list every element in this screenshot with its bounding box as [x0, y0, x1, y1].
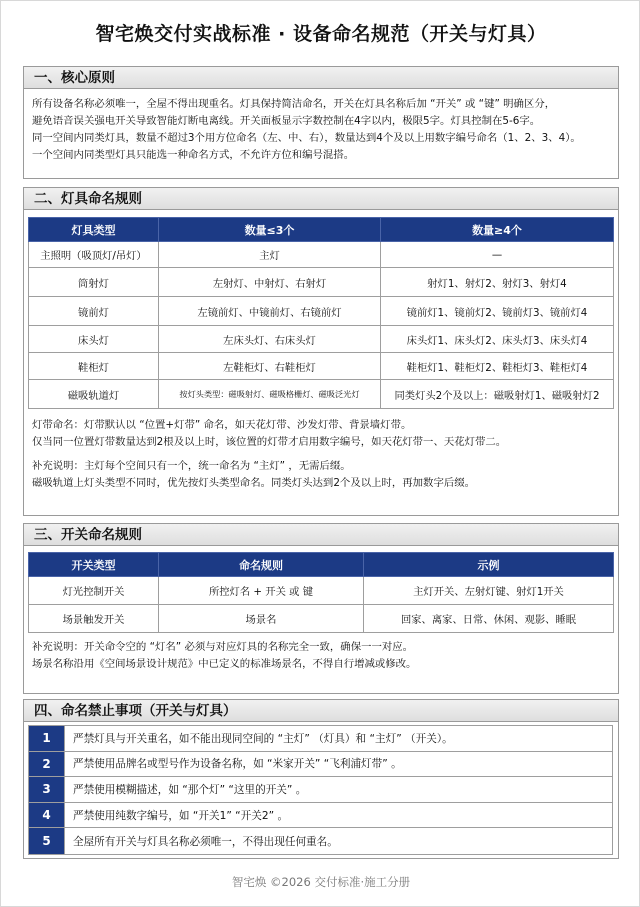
table-cell: 主照明（吸顶灯/吊灯）: [29, 242, 159, 268]
section-prohibitions: [23, 699, 619, 859]
section-heading: 二、灯具命名规则: [24, 188, 618, 210]
section-heading: 一、核心原则: [24, 67, 618, 89]
section-switch-naming: [23, 523, 619, 694]
table-cell: —: [381, 242, 614, 268]
item-number: 3: [29, 777, 65, 802]
principle-line: 同一空间内同类灯具，数量不超过3个用方位命名（左、中、右），数量达到4个及以上用数字编号命名（1、2、3、4）。: [32, 132, 581, 144]
table-cell: 左镜前灯、中镜前灯、右镜前灯: [159, 297, 381, 326]
item-number: 1: [29, 726, 65, 751]
table-row: [29, 297, 614, 326]
table-header-row: [29, 553, 614, 577]
column-header: 开关类型: [29, 553, 159, 577]
item-number: 4: [29, 803, 65, 828]
table-cell: 场景触发开关: [29, 605, 159, 633]
table-cell: 左鞋柜灯、右鞋柜灯: [159, 353, 381, 380]
list-item: [29, 777, 612, 803]
column-header: 命名规则: [159, 553, 364, 577]
principle-line: 避免语音误关强电开关导致智能灯断电离线。开关面板显示字数控制在4字以内，极限5字。灯具控制在5-6字。: [32, 115, 541, 127]
table-cell: 按灯头类型：磁吸射灯、磁吸格栅灯、磁吸泛光灯: [159, 380, 381, 409]
principle-line: 一个空间内同类型灯具只能选一种命名方式，不允许方位和编号混搭。: [32, 149, 355, 161]
section-heading: 三、开关命名规则: [24, 524, 618, 546]
section-light-naming: [23, 187, 619, 516]
note-line: 补充说明：主灯每个空间只有一个，统一命名为 “主灯” ，无需后缀。: [32, 460, 351, 472]
switch-naming-table: [28, 552, 614, 633]
table-cell: 鞋柜灯1、鞋柜灯2、鞋柜灯3、鞋柜灯4: [381, 353, 614, 380]
table-cell: 床头灯: [29, 326, 159, 353]
page-title: 智宅焕交付实战标准 · 设备命名规范（开关与灯具）: [95, 23, 547, 45]
table-cell: 鞋柜灯: [29, 353, 159, 380]
page-footer: 智宅焕 ©2026 交付标准·施工分册: [231, 875, 411, 889]
note-line: 灯带命名：灯带默认以 “位置+灯带” 命名，如天花灯带、沙发灯带、背景墙灯带。: [32, 419, 412, 431]
list-item: [29, 726, 612, 752]
item-text: 严禁使用品牌名或型号作为设备名称，如 “米家开关” “飞利浦灯带” 。: [73, 758, 402, 771]
item-text: 严禁灯具与开关重名，如不能出现同空间的 “主灯” （灯具）和 “主灯” （开关）。: [73, 732, 453, 745]
list-item: [29, 752, 612, 778]
note-line: 磁吸轨道上灯头类型不同时，优先按灯头类型命名。同类灯头达到2个及以上时，再加数字后缀。: [32, 477, 476, 489]
table-cell: 所控灯名 + 开关 或 键: [159, 577, 364, 605]
list-item: [29, 803, 612, 829]
principle-line: 所有设备名称必须唯一，全屋不得出现重名。灯具保持简洁命名，开关在灯具名称后加 “开关” 或 “键” 明确区分，: [32, 98, 556, 110]
column-header: 数量≤3个: [159, 218, 381, 242]
column-header: 灯具类型: [29, 218, 159, 242]
note-line: 仅当同一位置灯带数量达到2根及以上时，该位置的灯带才启用数字编号，如天花灯带一、天花灯带二。: [32, 436, 507, 448]
light-naming-table: [28, 217, 614, 409]
table-cell: 镜前灯1、镜前灯2、镜前灯3、镜前灯4: [381, 297, 614, 326]
table-cell: 左射灯、中射灯、右射灯: [159, 268, 381, 297]
table-header-row: [29, 218, 614, 242]
table-row: [29, 577, 614, 605]
note-line: 场景名称沿用《空间场景设计规范》中已定义的标准场景名，不得自行增减或修改。: [32, 658, 417, 670]
item-number: 5: [29, 828, 65, 854]
item-text: 严禁使用纯数字编号，如 “开关1” “开关2” 。: [73, 809, 289, 822]
section-core-principles: [23, 66, 619, 179]
table-row: [29, 242, 614, 268]
note-line: 补充说明：开关命令空的 “灯名” 必须与对应灯具的名称完全一致，确保一一对应。: [32, 641, 414, 653]
table-cell: 灯光控制开关: [29, 577, 159, 605]
table-cell: 主灯开关、左射灯键、射灯1开关: [364, 577, 614, 605]
table-cell: 磁吸轨道灯: [29, 380, 159, 409]
section-heading: 四、命名禁止事项（开关与灯具）: [24, 700, 618, 722]
prohibition-list: [28, 725, 613, 855]
table-cell: 场景名: [159, 605, 364, 633]
table-cell: 回家、离家、日常、休闲、观影、睡眠: [364, 605, 614, 633]
table-row: [29, 605, 614, 633]
column-header: 数量≥4个: [381, 218, 614, 242]
table-row: [29, 380, 614, 409]
table-cell: 同类灯头2个及以上：磁吸射灯1、磁吸射灯2: [381, 380, 614, 409]
table-row: [29, 353, 614, 380]
item-number: 2: [29, 752, 65, 777]
table-row: [29, 326, 614, 353]
column-header: 示例: [364, 553, 614, 577]
table-row: [29, 268, 614, 297]
table-cell: 筒射灯: [29, 268, 159, 297]
item-text: 严禁使用模糊描述，如 “那个灯” “这里的开关” 。: [73, 783, 307, 796]
table-cell: 镜前灯: [29, 297, 159, 326]
list-item: [29, 828, 612, 854]
table-cell: 床头灯1、床头灯2、床头灯3、床头灯4: [381, 326, 614, 353]
item-text: 全屋所有开关与灯具名称必须唯一，不得出现任何重名。: [73, 835, 338, 848]
table-cell: 射灯1、射灯2、射灯3、射灯4: [381, 268, 614, 297]
table-cell: 主灯: [159, 242, 381, 268]
table-cell: 左床头灯、右床头灯: [159, 326, 381, 353]
